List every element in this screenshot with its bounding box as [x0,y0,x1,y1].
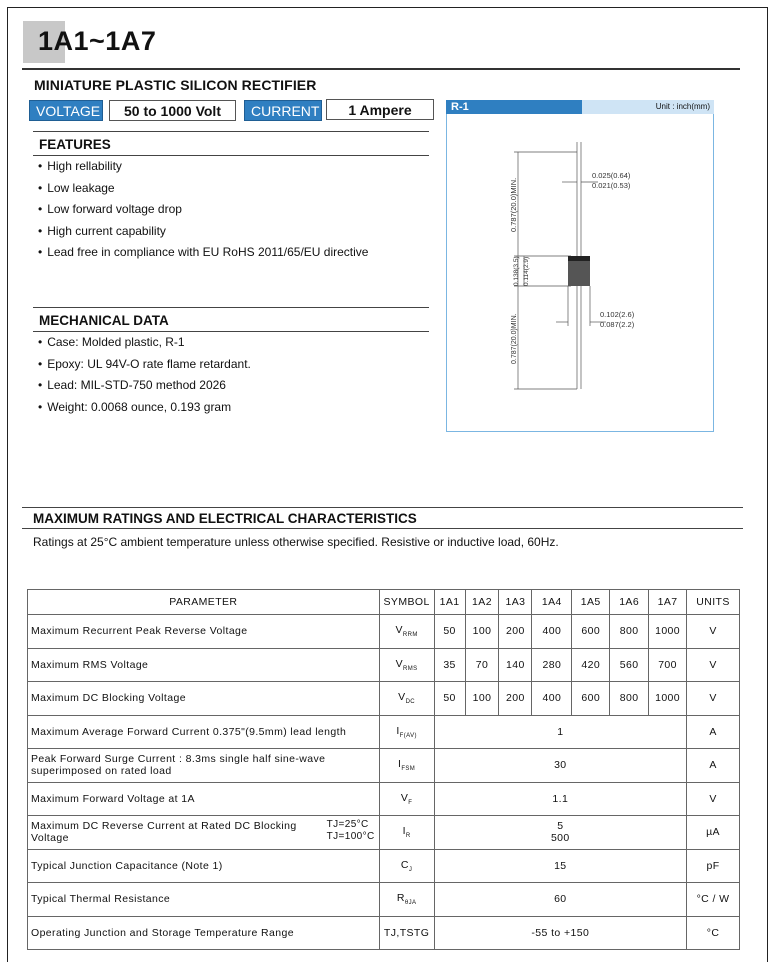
value-cell: 100 [465,682,499,716]
value-cell: 70 [465,648,499,682]
unit-cell: A [687,715,740,749]
junction-temp-conditions: TJ=25°C TJ=100°C [326,819,375,842]
value-cell: 800 [610,682,649,716]
col-header: PARAMETER [28,590,380,615]
list-item: • Low forward voltage drop [38,199,368,221]
param-cell: Maximum DC Blocking Voltage [28,682,380,716]
col-header: 1A6 [610,590,649,615]
table-row [28,648,740,682]
list-item: • High rellability [38,156,368,178]
symbol-cell: $V_{DC}$ [379,682,434,716]
param-cell: Operating Junction and Storage Temperature Range [28,916,380,950]
symbol-cell: $C_J$ [379,849,434,883]
list-item: • Epoxy: UL 94V-O rate flame retardant. [38,354,251,376]
dim-lead-dia-min: 0.021(0.53) [592,181,631,190]
param-cell: Typical Junction Capacitance (Note 1) [28,849,380,883]
table-row [28,782,740,816]
col-header: 1A7 [649,590,687,615]
dim-body-dia-max: 0.102(2.6) [600,310,635,319]
value-cell: 1.1 [434,782,686,816]
value-cell: 420 [572,648,610,682]
param-text: Maximum DC Reverse Current at Rated DC Blocking Voltage [31,819,297,845]
param-cell: Maximum RMS Voltage [28,648,380,682]
package-unit-note: Unit : inch(mm) [582,100,714,114]
unit-cell: V [687,648,740,682]
dim-body-dia-min: 0.087(2.2) [600,320,635,329]
package-name: R-1 [446,100,582,114]
col-header: 1A4 [532,590,572,615]
value-cell: 15 [434,849,686,883]
value-cell: 560 [610,648,649,682]
value-cell: 200 [499,615,532,649]
dim-lead-len-bottom: 0.787(20.0)MIN. [511,313,518,364]
cathode-band [568,256,590,261]
col-header: 1A1 [434,590,465,615]
value-cell: 35 [434,648,465,682]
list-item: • Lead free in compliance with EU RoHS 2011/65/EU directive [38,242,368,264]
voltage-value: 50 to 1000 Volt [109,100,236,121]
unit-cell: °C [687,916,740,950]
value-cell: 280 [532,648,572,682]
ratings-rule-bottom [22,528,743,529]
table-row [28,749,740,783]
current-label: CURRENT [244,100,322,121]
value-cell: 1000 [649,615,687,649]
value-cell: 140 [499,648,532,682]
value-cell: 50 [434,682,465,716]
col-header: UNITS [687,590,740,615]
value-cell: 600 [572,615,610,649]
value-cell: 200 [499,682,532,716]
symbol-cell: $I_{F(AV)}$ [379,715,434,749]
table-row [28,916,740,950]
value-cell: 60 [434,883,686,917]
symbol-cell: $V_{RRM}$ [379,615,434,649]
list-item: • Lead: MIL-STD-750 method 2026 [38,375,251,397]
table-row [28,849,740,883]
table-row [28,682,740,716]
value-cell: 1000 [649,682,687,716]
value-cell: 100 [465,615,499,649]
list-item: • High current capability [38,221,368,243]
symbol-cell: TJ,TSTG [379,916,434,950]
mechanical-list [38,332,251,418]
value-cell: 600 [572,682,610,716]
param-cell: Typical Thermal Resistance [28,883,380,917]
dim-lead-len-top: 0.787(20.0)MIN. [509,177,518,232]
list-item: • Low leakage [38,178,368,200]
value-cell: 400 [532,682,572,716]
value-cell: 700 [649,648,687,682]
value-cell: 30 [434,749,686,783]
param-cell: Maximum Recurrent Peak Reverse Voltage [28,615,380,649]
col-header: SYMBOL [379,590,434,615]
value-cell: 50 [434,615,465,649]
symbol-cell: $V_F$ [379,782,434,816]
unit-cell: V [687,782,740,816]
ratings-note: Ratings at 25°C ambient temperature unless otherwise specified. Resistive or inductive load, 60Hz. [33,535,559,549]
symbol-cell: $R_{\theta JA}$ [379,883,434,917]
param-cell [28,816,380,850]
unit-cell: A [687,749,740,783]
symbol-cell: $V_{RMS}$ [379,648,434,682]
value-cell: -55 to +150 [434,916,686,950]
table-row [28,816,740,850]
mechanical-heading: MECHANICAL DATA [39,313,169,328]
table-row [28,883,740,917]
list-item: • Case: Molded plastic, R-1 [38,332,251,354]
param-cell: Maximum Average Forward Current 0.375"(9.5mm) lead length [28,715,380,749]
param-cell: Maximum Forward Voltage at 1A [28,782,380,816]
value-cell: 800 [610,615,649,649]
dim-body-len-min: 0.114(2.9) [523,256,530,286]
features-heading: FEATURES [39,137,111,152]
features-list [38,156,368,264]
symbol-cell: $I_R$ [379,816,434,850]
table-header-row [28,590,740,615]
col-header: 1A3 [499,590,532,615]
table-row [28,715,740,749]
unit-cell: °C / W [687,883,740,917]
unit-cell: V [687,682,740,716]
col-header: 1A2 [465,590,499,615]
list-item: • Weight: 0.0068 ounce, 0.193 gram [38,397,251,419]
specs-table [27,589,740,950]
value-cell: 5 500 [434,816,686,850]
table-row [28,615,740,649]
unit-cell: V [687,615,740,649]
features-rule-top [33,131,429,132]
diode-drawing [446,114,714,432]
product-subtitle: MINIATURE PLASTIC SILICON RECTIFIER [34,77,317,93]
symbol-cell: $I_{FSM}$ [379,749,434,783]
ratings-rule-top [22,507,743,508]
unit-cell: pF [687,849,740,883]
value-cell: 400 [532,615,572,649]
ratings-heading: MAXIMUM RATINGS AND ELECTRICAL CHARACTERISTICS [33,511,417,526]
col-header: 1A5 [572,590,610,615]
unit-cell: µA [687,816,740,850]
value-cell: 1 [434,715,686,749]
mechanical-rule-top [33,307,429,308]
page-title: 1A1~1A7 [38,26,157,56]
title-rule [22,68,740,70]
dim-lead-dia-max: 0.025(0.64) [592,171,631,180]
param-cell: Peak Forward Surge Current : 8.3ms single half sine-wave superimposed on rated load [28,749,380,783]
current-value: 1 Ampere [326,99,434,120]
dim-body-len-max: 0.138(3.5) [513,256,520,286]
voltage-label: VOLTAGE [29,100,103,121]
